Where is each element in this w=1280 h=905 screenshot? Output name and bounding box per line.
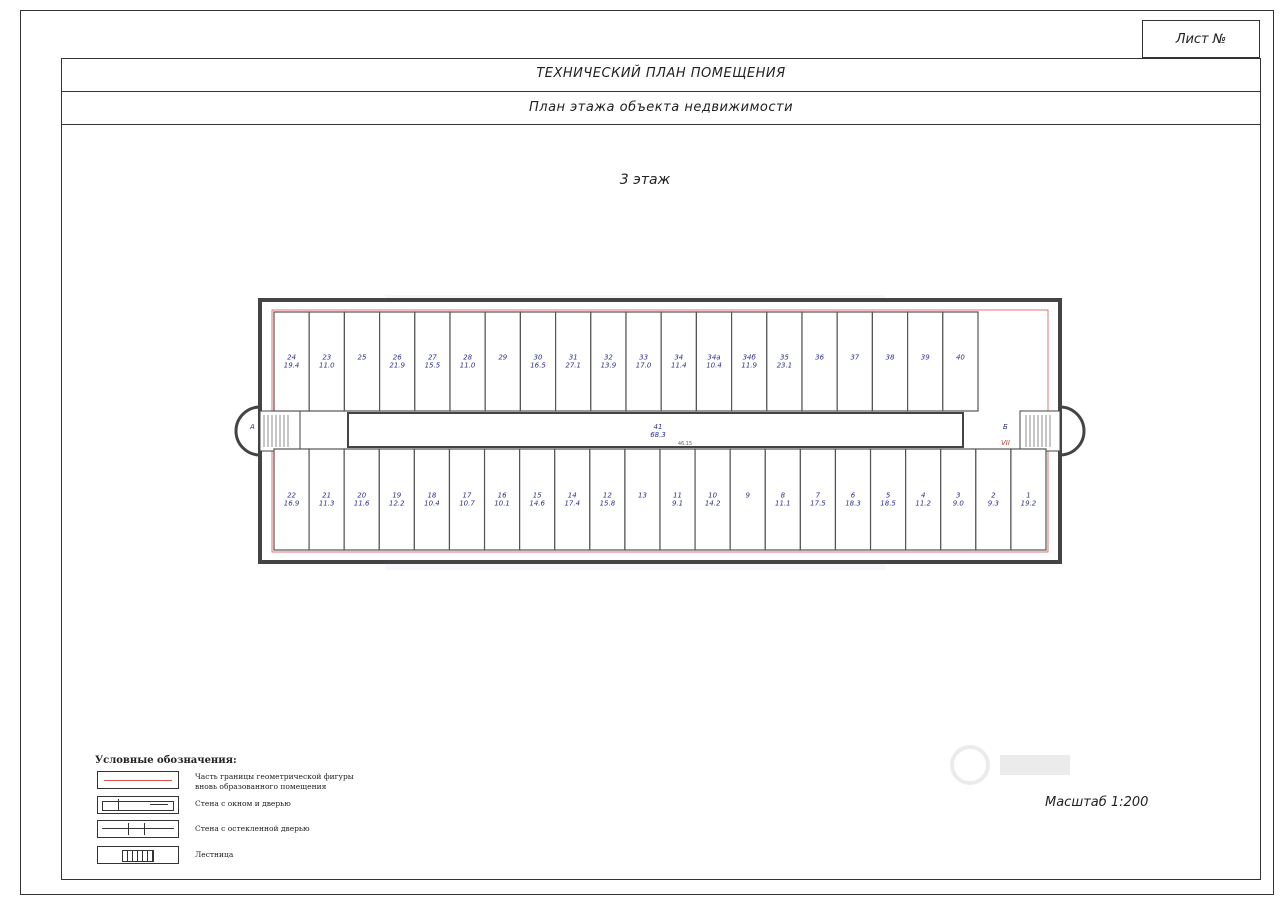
stair-letter-b: Б: [1003, 423, 1008, 431]
legend-glazed-door-symbol: [97, 820, 179, 838]
room-number: 12: [602, 491, 612, 500]
room-area: 10.4: [424, 499, 440, 508]
room-number: 9: [745, 491, 750, 500]
room-area: 12.2: [389, 499, 405, 508]
room-number: 28: [463, 353, 473, 362]
room-number: 4: [920, 491, 926, 500]
legend-stair-text: Лестница: [195, 850, 234, 859]
room-area: 14.2: [704, 499, 721, 508]
room-area: 18.5: [880, 499, 896, 508]
room-area: 10.1: [494, 499, 510, 508]
room-outline: [872, 312, 907, 411]
room-area: 11.6: [353, 499, 370, 508]
stair-right: [1020, 411, 1060, 451]
corridor-area: 68.3: [650, 431, 666, 439]
room-area: 23.1: [776, 361, 793, 370]
room-area: 11.0: [319, 361, 335, 370]
room-number: 34: [674, 353, 684, 362]
stair-bay-right: [1060, 407, 1084, 455]
room-number: 20: [357, 491, 367, 500]
room-number: 7: [815, 491, 821, 500]
legend-stair-symbol: [97, 846, 179, 864]
document-title: ТЕХНИЧЕСКИЙ ПЛАН ПОМЕЩЕНИЯ: [536, 66, 786, 81]
floor-label: 3 этаж: [619, 172, 671, 188]
room-area: 18.3: [845, 499, 861, 508]
room-number: 24: [287, 353, 297, 362]
room-area: 11.4: [671, 361, 687, 370]
legend-window-door-symbol: [97, 796, 179, 814]
room-number: 21: [322, 491, 332, 500]
room-number: 26: [392, 353, 402, 362]
room-number: 8: [780, 491, 786, 500]
room-area: 14.6: [529, 499, 545, 508]
room-number: 39: [920, 353, 930, 362]
room-number: 6: [850, 491, 856, 500]
room-area: 10.7: [459, 499, 475, 508]
room-area: 17.5: [810, 499, 826, 508]
room-outline: [802, 312, 837, 411]
room-area: 11.1: [775, 499, 791, 508]
room-area: 17.4: [564, 499, 581, 508]
room-number: 11: [673, 491, 683, 500]
room-number: 19: [392, 491, 402, 500]
bottom-rooms: [274, 449, 1046, 550]
room-number: 34а: [707, 353, 721, 362]
room-number: 17: [462, 491, 472, 500]
room-number: 27: [427, 353, 437, 362]
room-area: 11.3: [318, 499, 335, 508]
room-outline: [730, 449, 765, 550]
room-number: 16: [497, 491, 507, 500]
room-outline: [625, 449, 660, 550]
room-outline: [837, 312, 872, 411]
sheet-number-box: Лист №: [1142, 20, 1260, 58]
room-number: 22: [287, 491, 297, 500]
room-number: 38: [885, 353, 895, 362]
room-area: 15.5: [424, 361, 441, 370]
room-number: 1: [1026, 491, 1031, 500]
room-number: 23: [322, 353, 332, 362]
room-number: 5: [885, 491, 891, 500]
room-number: 35: [779, 353, 789, 362]
room-area: 11.9: [741, 361, 757, 370]
room-number: 25: [357, 353, 367, 362]
room-number: 2: [991, 491, 996, 500]
stair-roman: VII: [1001, 439, 1010, 447]
stair-left: [260, 411, 300, 451]
room-number: 37: [850, 353, 860, 362]
room-area: 9.0: [952, 499, 964, 508]
legend-boundary-symbol: [97, 771, 179, 789]
room-outline: [943, 312, 978, 411]
header-divider: [61, 91, 1261, 92]
top-rooms: [274, 312, 978, 411]
legend-title: Условные обозначения:: [95, 755, 237, 766]
stair-letter-a: А: [250, 423, 255, 431]
room-area: 16.5: [530, 361, 546, 370]
room-area: 9.3: [987, 499, 999, 508]
room-number: 14: [567, 491, 577, 500]
document-subtitle: План этажа объекта недвижимости: [528, 100, 794, 115]
room-number: 15: [532, 491, 542, 500]
room-area: 15.8: [599, 499, 616, 508]
room-outline: [344, 312, 379, 411]
room-outline: [908, 312, 943, 411]
room-area: 16.9: [283, 499, 300, 508]
room-number: 32: [603, 353, 613, 362]
room-area: 19.2: [1020, 499, 1037, 508]
floor-plan: [230, 295, 1110, 570]
room-number: 10: [708, 491, 718, 500]
legend-glazed-door-text: Стена с остекленной дверью: [195, 824, 310, 833]
corridor-number: 41: [653, 423, 663, 431]
room-area: 11.0: [459, 361, 476, 370]
corridor-length: 46.15: [677, 441, 693, 447]
legend-boundary-text: Часть границы геометрической фигуры вновь образованного помещения: [195, 772, 354, 791]
room-number: 29: [498, 353, 508, 362]
room-number: 36: [815, 353, 825, 362]
room-number: 34б: [742, 353, 756, 362]
room-number: 33: [639, 353, 649, 362]
room-area: 11.2: [915, 499, 931, 508]
scale-label: Масштаб 1:200: [1045, 795, 1149, 810]
room-number: 3: [956, 491, 961, 500]
room-area: 10.4: [706, 361, 722, 370]
room-area: 9.1: [671, 499, 684, 508]
room-area: 27.1: [565, 361, 581, 370]
header-divider: [61, 124, 1261, 125]
room-area: 17.0: [635, 361, 652, 370]
stair-bay-left: [236, 407, 260, 455]
room-number: 30: [533, 353, 543, 362]
legend-window-door-text: Стена с окном и дверью: [195, 799, 291, 808]
room-area: 19.4: [283, 361, 300, 370]
room-outline: [485, 312, 520, 411]
room-number: 40: [955, 353, 965, 362]
room-area: 21.9: [389, 361, 405, 370]
room-number: 31: [568, 353, 578, 362]
room-number: 18: [427, 491, 437, 500]
room-number: 13: [637, 491, 647, 500]
room-area: 13.9: [600, 361, 617, 370]
